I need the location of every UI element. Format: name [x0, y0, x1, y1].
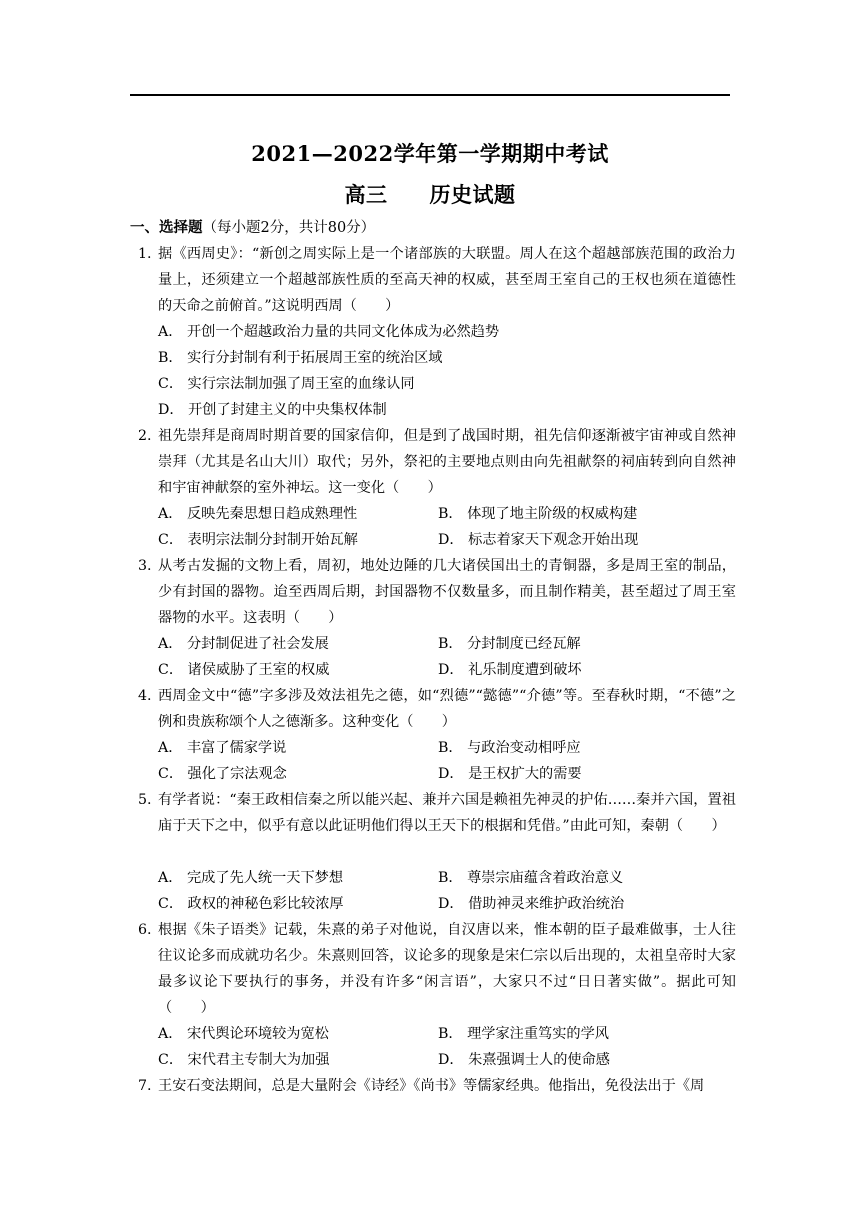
question-2 [138, 423, 736, 501]
option-a: A． 丰富了儒家学说 [158, 740, 287, 756]
question-5 [138, 787, 736, 839]
option-c: C． 政权的神秘色彩比较浓厚 [158, 896, 344, 912]
option-d: D． 朱熹强调士人的使命感 [438, 1052, 610, 1068]
option-c: C． 表明宗法制分封制开始瓦解 [158, 532, 358, 548]
option-c: C． 实行宗法制加强了周王室的血缘认同 [158, 376, 415, 392]
subject-label: 历史试题 [429, 182, 516, 207]
question-stem: 西周金文中“德”字多涉及效法祖先之德，如“烈德”“懿德”“介德”等。至春秋时期，“不德”之例和贵族称颂个人之德渐多。这种变化（ ） [158, 688, 736, 730]
section-heading [130, 218, 375, 238]
question-number: 1. [138, 246, 152, 262]
section-title: 一、选择题 [130, 219, 203, 236]
option-b: B． 实行分封制有利于拓展周王室的统治区域 [158, 350, 443, 366]
option-a: A． 反映先秦思想日趋成熟理性 [158, 506, 358, 522]
option-a: A． 完成了先人统一天下梦想 [158, 870, 344, 886]
option-c: C． 强化了宗法观念 [158, 766, 287, 782]
question-stem: 据《西周史》：“新创之周实际上是一个诸部族的大联盟。周人在这个超越部族范围的政治力量上，还须建立一个超越部族性质的至高天神的权威，甚至周王室自己的王权也须在道德性的天命之前俯首。”这说明西周（ ） [158, 246, 736, 314]
option-b: B． 尊崇宗庙蕴含着政治意义 [438, 870, 624, 886]
question-number: 5. [138, 792, 152, 808]
section-note: （每小题2分，共计80分） [202, 220, 376, 236]
grade-label: 高三 [344, 182, 388, 207]
option-b: B． 体现了地主阶级的权威构建 [438, 506, 638, 522]
question-4 [138, 683, 736, 735]
question-6 [138, 917, 736, 1021]
option-b: B． 分封制度已经瓦解 [438, 636, 581, 652]
question-number: 4. [138, 688, 152, 704]
option-d: D． 借助神灵来维护政治统治 [438, 896, 625, 912]
question-3 [138, 553, 736, 631]
question-stem: 有学者说：“秦王政相信秦之所以能兴起、兼并六国是赖祖先神灵的护佑……秦并六国，置祖庙于天下之中，似乎有意以此证明他们得以王天下的根据和凭借。”由此可知，秦朝（ ） [158, 792, 736, 834]
option-c: C． 诸侯威胁了王室的权威 [158, 662, 330, 678]
question-7 [138, 1073, 736, 1099]
option-d: D． 标志着家天下观念开始出现 [438, 532, 639, 548]
option-d: D． 是王权扩大的需要 [438, 766, 582, 782]
top-rule [130, 94, 730, 96]
question-stem: 王安石变法期间，总是大量附会《诗经》《尚书》等儒家经典。他指出，免役法出于《周 [158, 1078, 705, 1094]
option-a: A． 宋代舆论环境较为宽松 [158, 1026, 329, 1042]
option-c: C． 宋代君主专制大为加强 [158, 1052, 330, 1068]
question-number: 7. [138, 1078, 152, 1094]
option-d: D． 礼乐制度遭到破坏 [438, 662, 582, 678]
question-1 [138, 241, 736, 319]
option-a: A． 开创一个超越政治力量的共同文化体成为必然趋势 [158, 324, 500, 340]
option-b: B． 理学家注重笃实的学风 [438, 1026, 609, 1042]
option-d: D． 开创了封建主义的中央集权体制 [158, 402, 387, 418]
exam-title: 2021—2022学年第一学期期中考试 [251, 141, 609, 166]
question-number: 2. [138, 428, 152, 444]
question-number: 3. [138, 558, 152, 574]
question-stem: 祖先崇拜是商周时期首要的国家信仰，但是到了战国时期，祖先信仰逐渐被宇宙神或自然神崇拜（尤其是名山大川）取代；另外，祭祀的主要地点则由向先祖献祭的祠庙转到向自然神和宇宙神献祭的室外神坛。这一变化（ ） [158, 428, 736, 496]
question-stem: 从考古发掘的文物上看，周初，地处边陲的几大诸侯国出土的青铜器，多是周王室的制品，少有封国的器物。迨至西周后期，封国器物不仅数量多，而且制作精美，甚至超过了周王室器物的水平。这表明（ ） [158, 558, 736, 626]
option-b: B． 与政治变动相呼应 [438, 740, 581, 756]
question-number: 6. [138, 922, 152, 938]
option-a: A． 分封制促进了社会发展 [158, 636, 329, 652]
question-stem: 根据《朱子语类》记载，朱熹的弟子对他说，自汉唐以来，惟本朝的臣子最难做事，士人往往议论多而成就功名少。朱熹则回答，议论多的现象是宋仁宗以后出现的，太祖皇帝时大家最多议论下要执行的事务，并没有许多“闲言语”，大家只不过“日日著实做”。据此可知（ ） [158, 922, 736, 1016]
exam-subtitle [0, 182, 860, 208]
